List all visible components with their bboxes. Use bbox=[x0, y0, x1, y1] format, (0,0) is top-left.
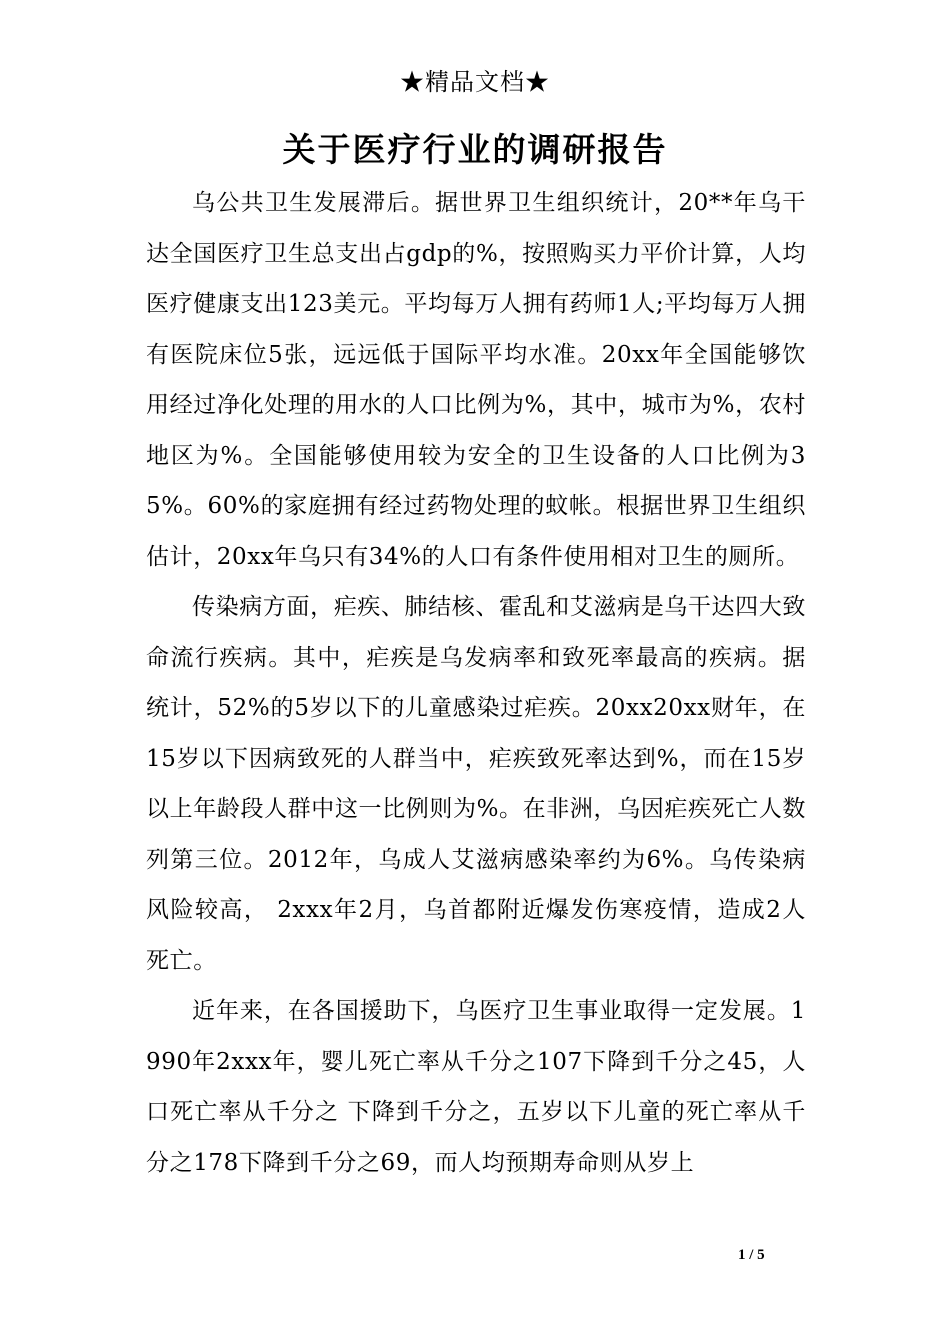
paragraph-public-health: 乌公共卫生发展滞后。据世界卫生组织统计，20**年乌干达全国医疗卫生总支出占gdp的%，按照购买力平价计算，人均医疗健康支出123美元。平均每万人拥有药师1人;平均每万人拥有医院床位5张，远远低于国际平均水准。20xx年全国能够饮用经过净化处理的用水的人口比例为%，其中，城市为%，农村地区为%。全国能够使用较为安全的卫生设备的人口比例为35%。60%的家庭拥有经过药物处理的蚊帐。根据世界卫生组织估计，20xx年乌只有34%的人口有条件使用相对卫生的厕所。 bbox=[146, 190, 806, 570]
document-title: 关于医疗行业的调研报告 bbox=[282, 130, 668, 169]
paragraph-recent-progress: 近年来，在各国援助下，乌医疗卫生事业取得一定发展。1990年2xxx年，婴儿死亡率从千分之107下降到千分之45，人口死亡率从千分之 下降到千分之，五岁以下儿童的死亡率从千分之178下降到千分之69，而人均预期寿命则从岁上 bbox=[146, 998, 806, 1176]
document-body bbox=[146, 178, 806, 1188]
header-mark: ★精品文档★ bbox=[400, 68, 550, 96]
page-number: 1 / 5 bbox=[738, 1247, 765, 1263]
paragraph-infectious-diseases: 传染病方面，疟疾、肺结核、霍乱和艾滋病是乌干达四大致命流行疾病。其中，疟疾是乌发病率和致死率最高的疾病。据统计，52%的5岁以下的儿童感染过疟疾。20xx20xx财年，在15岁以下因病致死的人群当中，疟疾致死率达到%，而在15岁以上年龄段人群中这一比例则为%。在非洲，乌因疟疾死亡人数列第三位。2012年，乌成人艾滋病感染率约为6%。乌传染病风险较高， 2xxx年2月，乌首都附近爆发伤寒疫情，造成2人死亡。 bbox=[146, 594, 806, 974]
